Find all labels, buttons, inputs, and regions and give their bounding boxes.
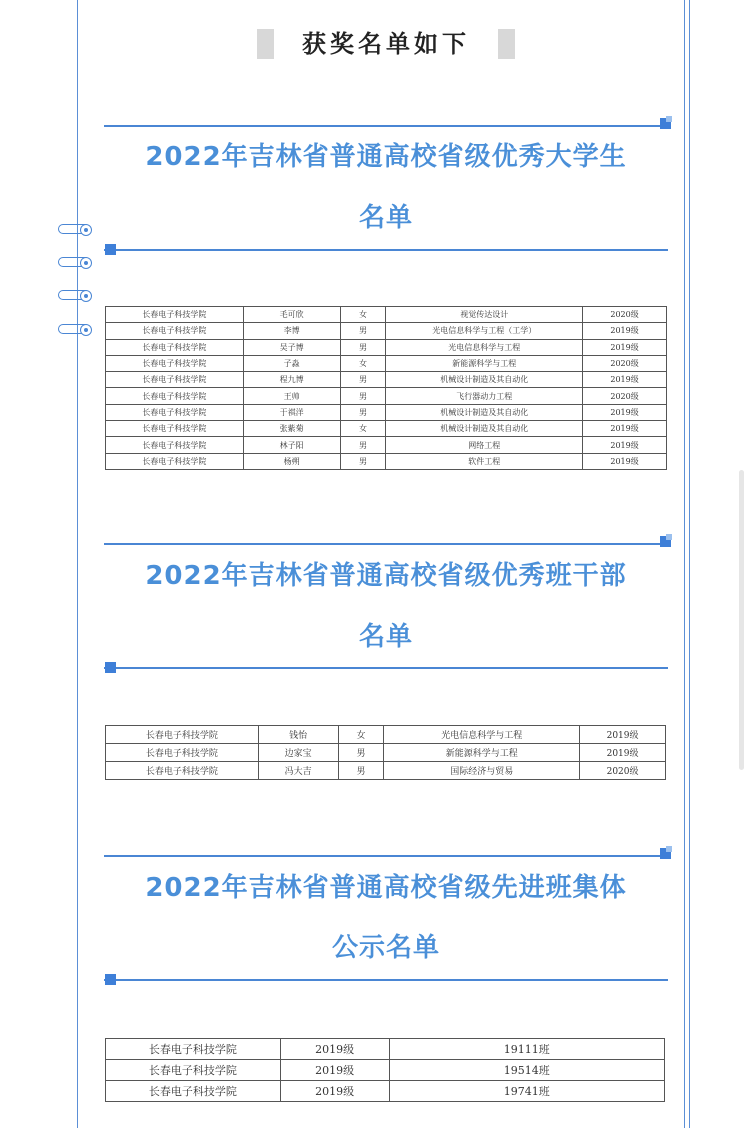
table-cell: 机械设计制造及其自动化	[386, 372, 583, 388]
table-row	[106, 744, 666, 762]
table-row	[106, 453, 667, 469]
table-cell: 2019级	[580, 744, 666, 762]
scrollbar[interactable]	[739, 470, 744, 770]
binder-ring-icon	[58, 290, 92, 302]
table-cell: 长春电子科技学院	[106, 307, 244, 323]
table-row	[106, 421, 667, 437]
table-cell: 长春电子科技学院	[106, 1039, 281, 1060]
section-2-table	[105, 725, 666, 780]
section-3-table	[105, 1038, 665, 1102]
section-3-title-line2: 公示名单	[331, 933, 440, 963]
table-row	[106, 323, 667, 339]
table-cell: 19111班	[389, 1039, 664, 1060]
page-header	[257, 25, 515, 63]
table-cell: 男	[340, 323, 386, 339]
table-cell: 杨朔	[243, 453, 340, 469]
table-cell: 长春电子科技学院	[106, 1060, 281, 1081]
table-row	[106, 372, 667, 388]
table-cell: 女	[340, 355, 386, 371]
section-2-bottom-square-icon	[105, 662, 116, 673]
table-cell: 2019级	[280, 1060, 389, 1081]
table-cell: 2019级	[280, 1039, 389, 1060]
table-cell: 2019级	[583, 404, 667, 420]
notebook-right-border-inner	[689, 0, 690, 1128]
table-cell: 冯大吉	[258, 762, 338, 780]
table-cell: 长春电子科技学院	[106, 726, 259, 744]
table-cell: 钱怡	[258, 726, 338, 744]
section-3-corner-accent-icon	[666, 846, 672, 852]
table-row	[106, 1039, 665, 1060]
table-cell: 2019级	[583, 372, 667, 388]
table-cell: 2019级	[583, 421, 667, 437]
table-cell: 女	[340, 307, 386, 323]
table-cell: 新能源科学与工程	[384, 744, 580, 762]
section-3-bottom-line	[104, 979, 668, 981]
table-cell: 机械设计制造及其自动化	[386, 404, 583, 420]
header-bar-right	[498, 29, 515, 59]
table-row	[106, 1081, 665, 1102]
table-cell: 光电信息科学与工程	[384, 726, 580, 744]
table-cell: 男	[338, 762, 384, 780]
table-cell: 新能源科学与工程	[386, 355, 583, 371]
binder-ring-icon	[58, 224, 92, 236]
table-cell: 男	[340, 372, 386, 388]
table-cell: 长春电子科技学院	[106, 421, 244, 437]
table-cell: 吴子博	[243, 339, 340, 355]
table-cell: 2019级	[583, 437, 667, 453]
table-cell: 长春电子科技学院	[106, 323, 244, 339]
table-row	[106, 388, 667, 404]
table-row	[106, 307, 667, 323]
table-cell: 光电信息科学与工程（工学）	[386, 323, 583, 339]
table-row	[106, 339, 667, 355]
table-cell: 2020级	[583, 307, 667, 323]
table-cell: 长春电子科技学院	[106, 404, 244, 420]
table-cell: 2020级	[583, 388, 667, 404]
table-cell: 2019级	[583, 323, 667, 339]
section-1-bottom-square-icon	[105, 244, 116, 255]
table-cell: 子淼	[243, 355, 340, 371]
table-row	[106, 355, 667, 371]
table-cell: 19741班	[389, 1081, 664, 1102]
table-cell: 2019级	[580, 726, 666, 744]
table-cell: 机械设计制造及其自动化	[386, 421, 583, 437]
table-cell: 男	[340, 404, 386, 420]
table-row	[106, 404, 667, 420]
table-row	[106, 437, 667, 453]
table-row	[106, 726, 666, 744]
section-3-bottom-square-icon	[105, 974, 116, 985]
table-cell: 飞行器动力工程	[386, 388, 583, 404]
table-cell: 国际经济与贸易	[384, 762, 580, 780]
table-cell: 林子阳	[243, 437, 340, 453]
section-3-top-line	[104, 855, 668, 857]
binder-ring-icon	[58, 324, 92, 336]
section-2-corner-accent-icon	[666, 534, 672, 540]
table-cell: 2019级	[280, 1081, 389, 1102]
notebook-right-border	[684, 0, 685, 1128]
table-cell: 男	[340, 453, 386, 469]
table-cell: 于祺洋	[243, 404, 340, 420]
table-cell: 长春电子科技学院	[106, 355, 244, 371]
section-1-corner-accent-icon	[666, 116, 672, 122]
page-title: 获奖名单如下	[302, 30, 470, 58]
table-cell: 男	[340, 339, 386, 355]
table-cell: 视觉传达设计	[386, 307, 583, 323]
table-cell: 光电信息科学与工程	[386, 339, 583, 355]
table-cell: 长春电子科技学院	[106, 744, 259, 762]
table-cell: 软件工程	[386, 453, 583, 469]
table-cell: 长春电子科技学院	[106, 437, 244, 453]
table-cell: 男	[338, 744, 384, 762]
table-cell: 毛可欣	[243, 307, 340, 323]
section-1-table	[105, 306, 667, 470]
table-cell: 2020级	[580, 762, 666, 780]
table-cell: 2019级	[583, 339, 667, 355]
section-2-top-line	[104, 543, 668, 545]
section-2-bottom-line	[104, 667, 668, 669]
table-cell: 张紫菊	[243, 421, 340, 437]
table-cell: 女	[338, 726, 384, 744]
section-1-title-line2: 名单	[358, 203, 413, 233]
table-cell: 长春电子科技学院	[106, 453, 244, 469]
section-1-top-line	[104, 125, 668, 127]
section-1-title: 2022年吉林省普通高校省级优秀大学生	[145, 142, 627, 172]
table-cell: 王帅	[243, 388, 340, 404]
table-cell: 李博	[243, 323, 340, 339]
table-cell: 男	[340, 437, 386, 453]
table-cell: 程九博	[243, 372, 340, 388]
table-cell: 长春电子科技学院	[106, 372, 244, 388]
binder-ring-icon	[58, 257, 92, 269]
section-2-title-line2: 名单	[358, 622, 413, 652]
table-row	[106, 1060, 665, 1081]
table-cell: 长春电子科技学院	[106, 1081, 281, 1102]
section-3-title: 2022年吉林省普通高校省级先进班集体	[145, 873, 627, 903]
table-cell: 边家宝	[258, 744, 338, 762]
section-2-title: 2022年吉林省普通高校省级优秀班干部	[145, 561, 627, 591]
table-cell: 长春电子科技学院	[106, 388, 244, 404]
header-bar-left	[257, 29, 274, 59]
table-cell: 男	[340, 388, 386, 404]
table-cell: 网络工程	[386, 437, 583, 453]
table-cell: 2020级	[583, 355, 667, 371]
table-cell: 2019级	[583, 453, 667, 469]
table-cell: 女	[340, 421, 386, 437]
section-1-bottom-line	[104, 249, 668, 251]
notebook-left-border	[77, 0, 78, 1128]
table-cell: 长春电子科技学院	[106, 762, 259, 780]
table-cell: 19514班	[389, 1060, 664, 1081]
table-cell: 长春电子科技学院	[106, 339, 244, 355]
table-row	[106, 762, 666, 780]
